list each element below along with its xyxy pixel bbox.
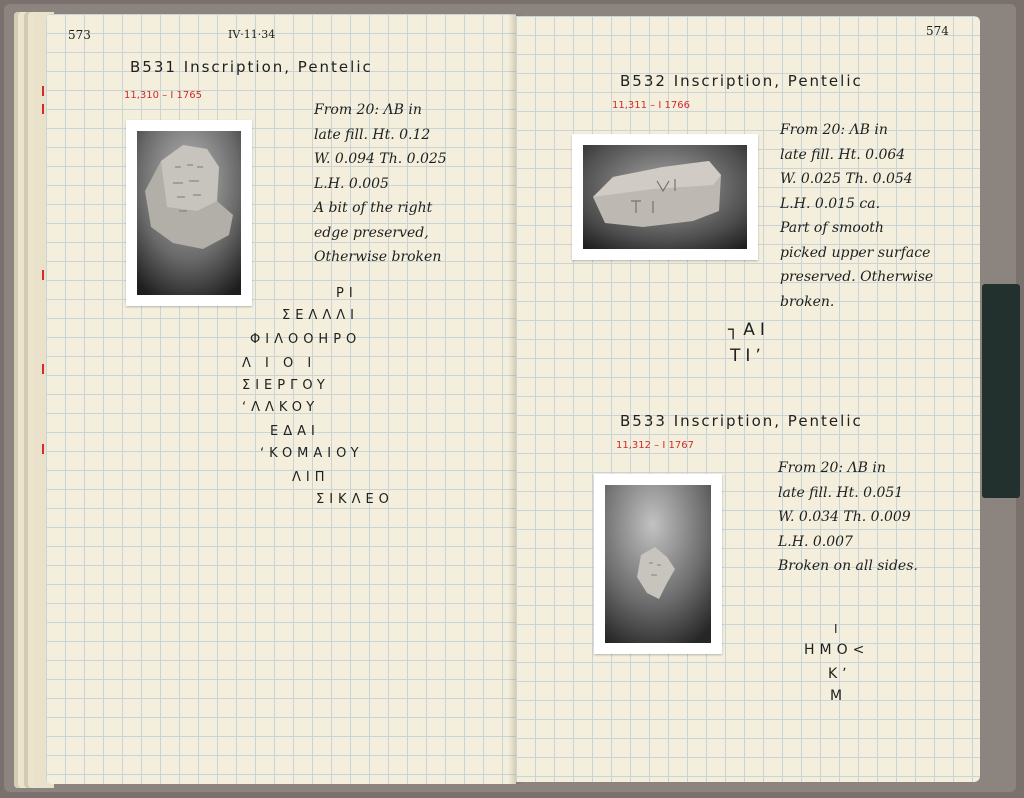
entry-notes	[780, 118, 933, 314]
note-line: From 20: ΛB in	[778, 460, 886, 476]
transcription-line: ΣIEPΓOY	[242, 378, 330, 393]
entry-heading: B531 Inscription, Pentelic	[130, 58, 373, 76]
transcription-line: TIʼ	[730, 346, 766, 366]
note-line: L.H. 0.007	[778, 533, 853, 550]
inscription-photo	[126, 120, 252, 306]
transcription-line: M	[830, 688, 848, 704]
stone-fragment-image	[583, 145, 747, 249]
entry-heading: B533 Inscription, Pentelic	[620, 412, 863, 430]
note-line: broken.	[780, 293, 835, 310]
note-line: late fill. Ht. 0.12	[314, 126, 431, 143]
transcription-line: ʻΛΛKOY	[242, 400, 320, 415]
transcription-line: PI	[336, 286, 358, 301]
note-line: Part of smooth	[780, 220, 884, 236]
transcription-line: HMO<	[804, 642, 870, 658]
transcription-line: Λ I O I	[242, 356, 317, 371]
note-line: L.H. 0.015 ca.	[780, 195, 881, 212]
entry-date: IV·11·34	[228, 28, 276, 41]
note-line: preserved. Otherwise	[780, 269, 934, 285]
catalog-number: 11,310 – I 1765	[124, 90, 202, 101]
inscription-photo	[572, 134, 758, 260]
note-line: A bit of the right	[314, 200, 433, 216]
note-line: W. 0.025 Th. 0.054	[780, 171, 913, 187]
red-margin-mark	[42, 86, 44, 96]
stone-fragment-image	[605, 485, 711, 643]
transcription-line: I	[834, 622, 843, 636]
elastic-strap	[982, 284, 1020, 498]
left-page	[46, 14, 516, 784]
catalog-number: 11,311 – I 1766	[612, 100, 690, 111]
transcription-line: Kʼ	[828, 666, 852, 682]
note-line: L.H. 0.005	[314, 175, 389, 192]
note-line: Otherwise broken	[314, 249, 442, 265]
red-margin-mark	[42, 364, 44, 374]
page-number: 573	[68, 28, 91, 42]
transcription-line: ʻKOMAIOY	[260, 446, 364, 461]
note-line: From 20: ΛB in	[780, 122, 888, 138]
inscription-photo	[594, 474, 722, 654]
transcription-line: ΦIΛOOHPO	[250, 332, 362, 347]
note-line: Broken on all sides.	[778, 558, 918, 574]
red-margin-mark	[42, 444, 44, 454]
red-margin-mark	[42, 270, 44, 280]
entry-notes	[314, 98, 447, 270]
note-line: late fill. Ht. 0.064	[780, 146, 906, 163]
stone-fragment-image	[137, 131, 241, 295]
page-number: 574	[926, 24, 949, 38]
transcription-line: EΔAI	[270, 424, 320, 439]
note-line: From 20: ΛB in	[314, 102, 422, 118]
catalog-number: 11,312 – I 1767	[616, 440, 694, 451]
transcription-line: ΣIKΛEO	[316, 492, 394, 507]
right-page	[516, 16, 980, 782]
transcription-line: ΛIΠ	[292, 470, 330, 485]
note-line: edge preserved,	[314, 224, 429, 241]
note-line: late fill. Ht. 0.051	[778, 484, 904, 501]
entry-notes	[778, 456, 918, 579]
entry-heading: B532 Inscription, Pentelic	[620, 72, 863, 90]
note-line: picked upper surface	[780, 244, 931, 261]
transcription-line: ┐AI	[728, 320, 770, 340]
note-line: W. 0.034 Th. 0.009	[778, 509, 911, 525]
note-line: W. 0.094 Th. 0.025	[314, 151, 447, 167]
red-margin-mark	[42, 104, 44, 114]
transcription-line: ΣEΛΛΛI	[282, 308, 359, 323]
